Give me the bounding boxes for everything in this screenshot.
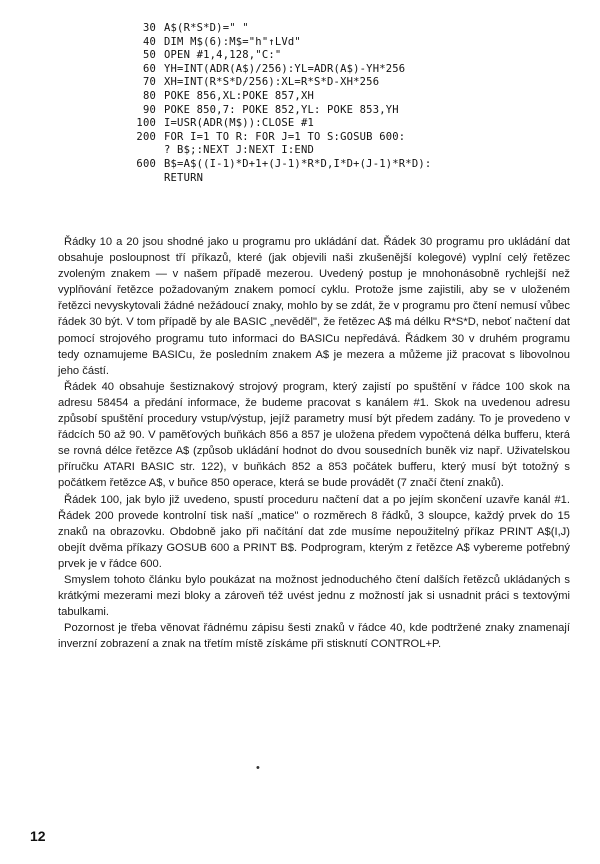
line-number: 70 xyxy=(142,76,156,89)
line-number: 60 xyxy=(142,62,156,75)
code-line xyxy=(120,158,560,172)
line-number: 30 xyxy=(142,22,156,34)
code-line xyxy=(120,63,560,77)
paragraph: Smyslem tohoto článku bylo poukázat na možnost jednoduchého čtení dalších řetězců ukládaných s krátkými mezerami mezi bloky a zároveň též uvést jednu z možností jak si usnadnit práci s textovými tabulkami. xyxy=(58,573,570,619)
code-statement: I=USR(ADR(M$)):CLOSE #1 xyxy=(164,117,314,130)
code-statement: OPEN #1,4,128,"C:" xyxy=(164,49,282,62)
bullet-mark: • xyxy=(256,762,260,774)
line-number: 50 xyxy=(142,49,156,62)
code-line xyxy=(120,117,560,131)
paragraph: Řádky 10 a 20 jsou shodné jako u programu pro ukládání dat. Řádek 30 programu pro ukládání dat obsahuje posloupnost tří příkazů, které (jak objevili naši zkušenější kolegové) vyplní celý řetězec zvoleným znakem — v našem případě mezerou. Uvedený postup je mnohonásobně rychlejší než vyplňování řetězce požadovaným znakem pomocí cyklu. Protože jsme zajistili, aby se v uloženém řetězci nevyskytovali žádné nežádoucí znaky, mohlo by se zdát, že v programu pro čtení nemusí vůbec řádek 30 být. V tom případě by ale BASIC „nevěděl", že řetězec A$ má délku R*S*D, neboť načtení dat pomocí strojového programu tuto informaci do BASICu nepředává. Řádkem 30 v druhém programu tedy oznamujeme BASICu, že posledním znakem A$ je mezera a můžeme již pracovat s libovolnou jeho částí. xyxy=(58,236,570,377)
code-statement: POKE 850,7: POKE 852,YL: POKE 853,YH xyxy=(164,103,399,116)
paragraph: Řádek 40 obsahuje šestiznakový strojový program, který zajistí po spuštění v řádce 100 skok na adresu 58454 a předání informace, že budeme pracovat s kanálem #1. Skok na uvedenou adresu způsobí spuštění procedury vstup/výstup, jejíž parametry musí být předem zadány. To je provedeno v řádcích 50 až 90. V paměťových buňkách 856 a 857 je uložena předem vypočtená délka bufferu, která se rovná délce řetězce A$ (způsob ukládání hodnot do dvou sousedních buněk viz např. Uživatelskou příručku ATARI BASIC str. 122), v buňkách 852 a 853 počátek bufferu, který musí být totožný s počátkem řetězce A$, v buňce 850 operace, která se bude provádět (7 značí čtení znaků). xyxy=(58,380,570,490)
line-number: 600 xyxy=(136,157,156,170)
code-statement: A$(R*S*D)=" " xyxy=(164,22,249,34)
article-body xyxy=(58,234,570,652)
page-number: 12 xyxy=(30,828,46,844)
line-number: 80 xyxy=(142,89,156,102)
code-line xyxy=(120,49,560,63)
code-statement: POKE 856,XL:POKE 857,XH xyxy=(164,89,314,102)
code-line xyxy=(120,144,560,158)
code-line xyxy=(120,172,560,186)
line-number: 100 xyxy=(136,117,156,130)
code-statement: YH=INT(ADR(A$)/256):YL=ADR(A$)-YH*256 xyxy=(164,62,406,75)
code-statement: XH=INT(R*S*D/256):XL=R*S*D-XH*256 xyxy=(164,76,380,89)
code-line xyxy=(120,90,560,104)
code-statement: RETURN xyxy=(164,171,204,184)
code-statement: ? B$;:NEXT J:NEXT I:END xyxy=(164,144,314,157)
basic-program-listing xyxy=(120,22,560,185)
line-number xyxy=(120,144,156,158)
line-number xyxy=(120,172,156,186)
paragraph: Řádek 100, jak bylo již uvedeno, spustí proceduru načtení dat a po jejím skončení uzavře kanál #1. Řádek 200 provede kontrolní tisk naší „matice" o rozměrech 8 řádků, 3 sloupce, každý prvek do 15 znaků na obrazovku. Obdobně jako při načítání dat zde musíme nepoužitelný příkaz PRINT A$(I,J) obejít dvěma příkazy GOSUB 600 a PRINT B$. Podprogram, kterým z řetězce A$ vybereme potřebný prvek je v řádce 600. xyxy=(58,493,570,570)
code-statement: DIM M$(6):M$="h"↑LVd" xyxy=(164,35,301,48)
code-statement: B$=A$((I-1)*D+1+(J-1)*R*D,I*D+(J-1)*R*D): xyxy=(164,157,432,170)
code-line xyxy=(120,131,560,145)
line-number: 200 xyxy=(136,130,156,143)
code-line xyxy=(120,104,560,118)
code-line xyxy=(120,76,560,90)
code-statement: FOR I=1 TO R: FOR J=1 TO S:GOSUB 600: xyxy=(164,130,406,143)
line-number: 40 xyxy=(142,35,156,48)
paragraph: Pozornost je třeba věnovat řádnému zápisu šesti znaků v řádce 40, kde podtržené znaky znamenají inverzní zobrazení a znak na třetím místě získáme při stisknutí CONTROL+P. xyxy=(58,622,570,651)
code-line xyxy=(120,36,560,50)
line-number: 90 xyxy=(142,103,156,116)
code-line xyxy=(120,22,560,36)
